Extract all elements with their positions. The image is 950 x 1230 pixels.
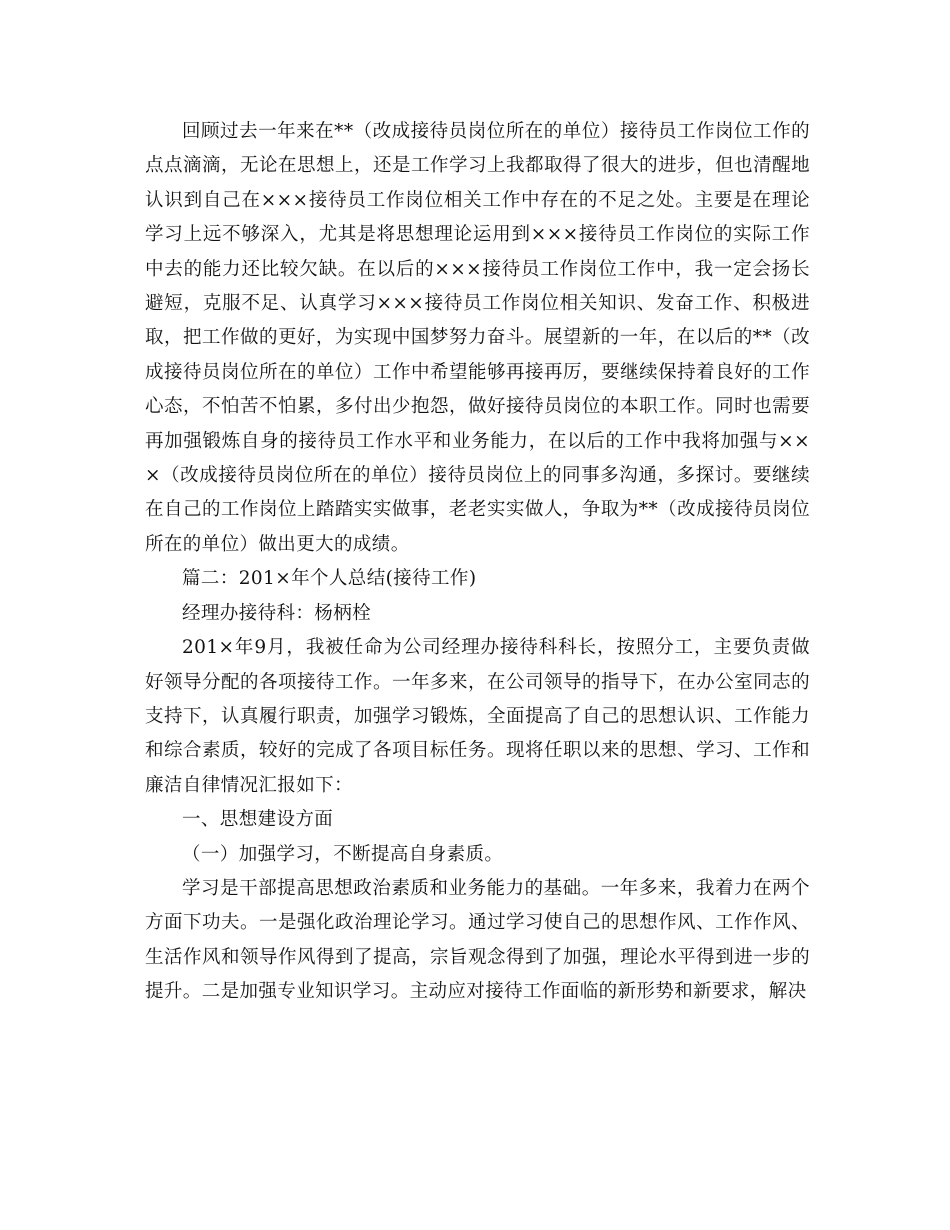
section-heading-part-two: 篇二：201×年个人总结(接待工作) bbox=[182, 568, 477, 590]
paragraph-appointment: 201×年9月，我被任命为公司经理办接待科科长，按照分工，主要负责做好领导分配的各项接待工作。一年多来，在公司领导的指导下，在办公室同志的支持下，认真履行职责，加强学习锻炼，全面提高了自己的思想认识、工作能力和综合素质，较好的完成了各项目标任务。现将任职以来的思想、学习、工作和廉洁自律情况汇报如下： bbox=[145, 637, 810, 796]
author-line: 经理办接待科：杨柄栓 bbox=[182, 602, 372, 624]
document-body bbox=[145, 115, 810, 1010]
paragraph-review: 回顾过去一年来在**（改成接待员岗位所在的单位）接待员工作岗位工作的点点滴滴，无论在思想上，还是工作学习上我都取得了很大的进步，但也清醒地认识到自己在×××接待员工作岗位相关工作中存在的不足之处。主要是在理论学习上远不够深入，尤其是将思想理论运用到×××接待员工作岗位的实际工作中去的能力还比较欠缺。在以后的×××接待员工作岗位工作中，我一定会扬长避短，克服不足、认真学习×××接待员工作岗位相关知识、发奋工作、积极进取，把工作做的更好，为实现中国梦努力奋斗。展望新的一年，在以后的**（改成接待员岗位所在的单位）工作中希望能够再接再厉，要继续保持着良好的工作心态，不怕苦不怕累，多付出少抱怨，做好接待员岗位的本职工作。同时也需要再加强锻炼自身的接待员工作水平和业务能力，在以后的工作中我将加强与×××（改成接待员岗位所在的单位）接待员岗位上的同事多沟通，多探讨。要继续在自己的工作岗位上踏踏实实做事，老老实实做人，争取为**（改成接待员岗位所在的单位）做出更大的成绩。 bbox=[145, 121, 810, 555]
paragraph-study: 学习是干部提高思想政治素质和业务能力的基础。一年多来，我着力在两个方面下功夫。一是强化政治理论学习。通过学习使自己的思想作风、工作作风、生活作风和领导作风得到了提高，宗旨观念得到了加强，理论水平得到进一步的提升。二是加强专业知识学习。主动应对接待工作面临的新形势和新要求，解决 bbox=[145, 877, 810, 1003]
section-heading-ideology: 一、思想建设方面 bbox=[182, 809, 334, 831]
subsection-heading-study: （一）加强学习，不断提高自身素质。 bbox=[182, 843, 504, 865]
